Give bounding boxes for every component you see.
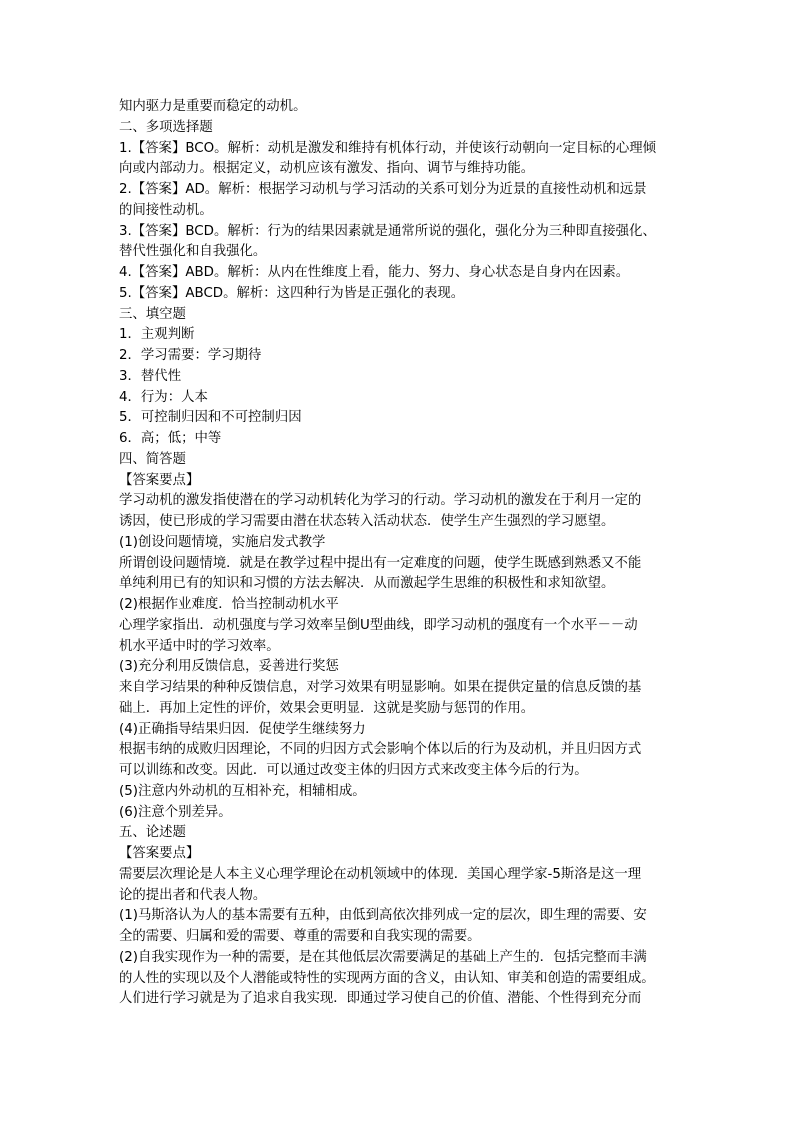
answer-fill-4: 4．行为：人本 [119, 389, 208, 405]
answer-key-points-label: 【答案要点】 [119, 472, 200, 488]
answer-mc-3: 3.【答案】BCD。解析：行为的结果因素就是通常所说的强化，强化分为三种即直接强化、 [119, 223, 656, 239]
section-heading-essay: 五、论述题 [119, 825, 186, 841]
essay-point-2-cont-2: 人们进行学习就是为了追求自我实现．即通过学习使自己的价值、潜能、个性得到充分而 [119, 991, 642, 1007]
answer-fill-3: 3．替代性 [119, 368, 182, 384]
essay-point-2-cont: 的人性的实现以及个人潜能或特性的实现两方面的含义，由认知、审美和创造的需要组成。 [119, 970, 655, 986]
point-3-body: 来自学习结果的种种反馈信息，对学习效果有明显影响。如果在提供定量的信息反馈的基 [119, 680, 642, 695]
section-heading-short-answer: 四、简答题 [119, 451, 186, 467]
point-1-body: 所谓创设问题情境．就是在教学过程中提出有一定难度的问题，使学生既感到熟悉又不能 [119, 555, 642, 571]
essay-point-1-cont: 全的需要、归属和爱的需要、尊重的需要和自我实现的需要。 [119, 929, 481, 944]
section-heading-multiple-choice: 二、多项选择题 [119, 119, 213, 135]
short-answer-intro-cont: 诱因，使已形成的学习需要由潜在状态转入活动状态．使学生产生强烈的学习愿望。 [119, 514, 615, 529]
answer-mc-1-cont: 向或内部动力。根据定义，动机应该有激发、指向、调节与维持功能。 [119, 161, 535, 177]
answer-mc-4: 4.【答案】ABD。解析：从内在性维度上看，能力、努力、身心状态是自身内在因素。 [119, 265, 630, 280]
essay-point-2: (2)自我实现作为一种的需要，是在其他低层次需要满足的基础上产生的．包括完整而丰满 [119, 949, 647, 965]
point-2-heading: (2)根据作业难度．恰当控制动机水平 [119, 597, 339, 612]
point-4-body: 根据韦纳的成败归因理论，不同的归因方式会影响个体以后的行为及动机，并且归因方式 [119, 742, 642, 758]
point-5: (5)注意内外动机的互相补充，相辅相成。 [119, 783, 366, 799]
answer-fill-1: 1．主观判断 [119, 327, 195, 343]
point-2-body-cont: 机水平适中时的学习效率。 [119, 638, 280, 654]
answer-mc-2: 2.【答案】AD。解析：根据学习动机与学习活动的关系可划分为近景的直接性动机和远景 [119, 182, 647, 197]
short-answer-intro: 学习动机的激发指使潜在的学习动机转化为学习的行动。学习动机的激发在于利月一定的 [119, 493, 642, 509]
point-3-heading: (3)充分利用反馈信息，妥善进行奖惩 [119, 659, 339, 675]
answer-mc-5: 5.【答案】ABCD。解析：这四种行为皆是正强化的表现。 [119, 285, 465, 301]
answer-mc-1: 1.【答案】BCO。解析：动机是激发和维持有机体行动，并使该行动朝向一定目标的心理倾 [119, 140, 657, 156]
paragraph-continuation: 知内驱力是重要而稳定的动机。 [119, 99, 307, 114]
point-3-body-cont: 础上．再加上定性的评价，效果会更明显．这就是奖励与惩罚的作用。 [119, 700, 535, 716]
point-2-body: 心理学家指出．动机强度与学习效率呈倒U型曲线，即学习动机的强度有一个水平－－动 [119, 617, 638, 633]
answer-fill-5: 5．可控制归因和不可控制归因 [119, 410, 302, 426]
point-6: (6)注意个别差异。 [119, 804, 232, 820]
answer-fill-6: 6．高；低；中等 [119, 431, 222, 446]
essay-intro: 需要层次理论是人本主义心理学理论在动机领域中的体现．美国心理学家-5斯洛是这一理 [119, 866, 642, 882]
point-1-heading: (1)创设问题情境，实施启发式教学 [119, 534, 326, 550]
answer-mc-2-cont: 的间接性动机。 [119, 202, 213, 218]
point-4-heading: (4)正确指导结果归因．促使学生继续努力 [119, 721, 366, 737]
section-heading-fill-blank: 三、填空题 [119, 306, 186, 322]
document-page [119, 97, 679, 1010]
point-1-body-cont: 单纯利用已有的知识和习惯的方法去解决．从而激起学生思维的积极性和求知欲望。 [119, 576, 615, 592]
answer-fill-2: 2．学习需要：学习期待 [119, 348, 262, 363]
point-4-body-cont: 可以训练和改变。因此．可以通过改变主体的归因方式来改变主体今后的行为。 [119, 763, 588, 778]
answer-key-points-label-essay: 【答案要点】 [119, 846, 200, 861]
answer-mc-3-cont: 替代性强化和自我强化。 [119, 244, 267, 260]
essay-intro-cont: 论的提出者和代表人物。 [119, 887, 267, 903]
essay-point-1: (1)马斯洛认为人的基本需要有五种，由低到高依次排列成一定的层次，即生理的需要、安 [119, 908, 647, 924]
